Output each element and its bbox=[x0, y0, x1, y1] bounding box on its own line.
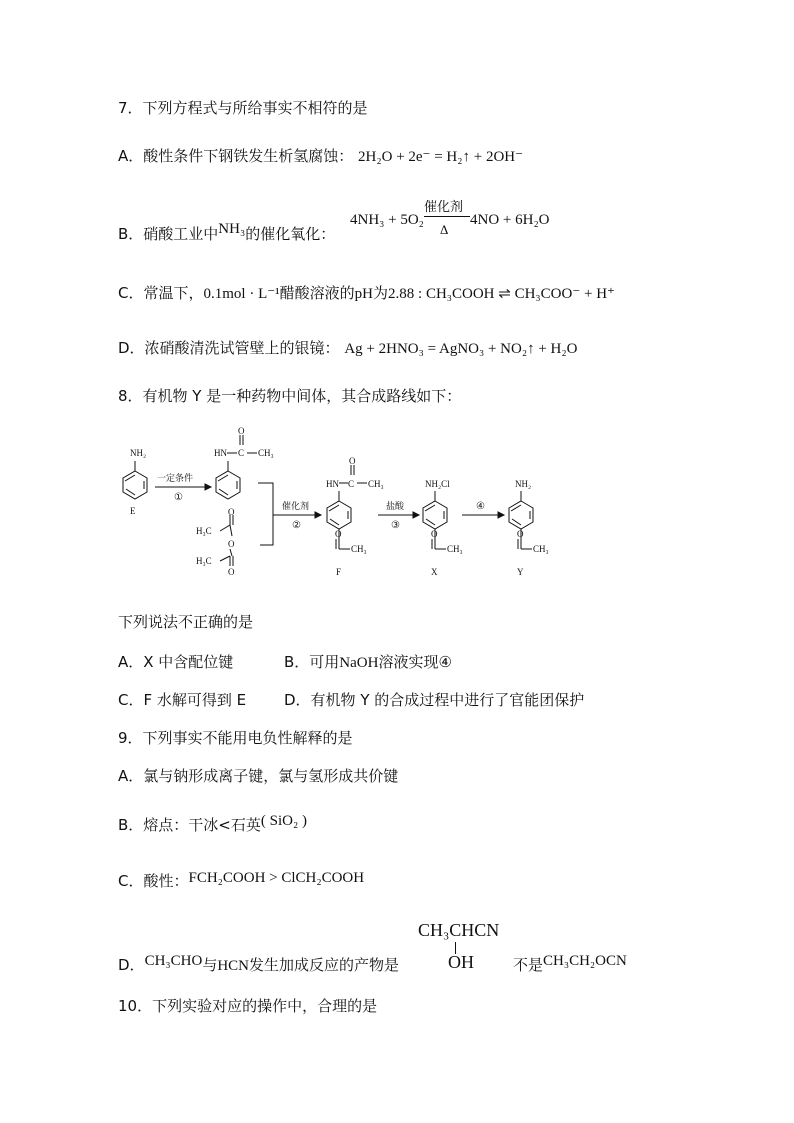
anh-o-bridge: O bbox=[228, 539, 235, 549]
f-o-bottom: O bbox=[335, 529, 342, 539]
q8-b-pre: B．可用 bbox=[284, 653, 340, 671]
q7-b-catalyst: 催化剂 bbox=[424, 200, 464, 215]
q7-b-label-post: 的催化氧化： bbox=[245, 225, 336, 243]
q7-option-a bbox=[118, 146, 523, 167]
f-o-top: O bbox=[349, 456, 356, 466]
q9-d-product-top: CH₃CHCN bbox=[418, 920, 500, 940]
anh-h3c-1: H₃C bbox=[196, 526, 212, 536]
q7-b-right: 4NO + 6H₂O bbox=[470, 212, 550, 228]
q8-option-d: D．有机物 Y 的合成过程中进行了官能团保护 bbox=[284, 691, 585, 709]
acet-o: O bbox=[238, 426, 245, 436]
acet-c: C bbox=[238, 448, 245, 458]
x-nh2cl: NH₂Cl bbox=[425, 479, 450, 489]
q7-d-label: D．浓硝酸清洗试管壁上的银镜： bbox=[118, 339, 340, 357]
q8-option-b bbox=[284, 652, 452, 673]
f-c: C bbox=[348, 479, 355, 489]
q7-b-reaction-line bbox=[424, 216, 470, 217]
label-y: Y bbox=[517, 567, 524, 577]
step-3: ③ bbox=[391, 520, 400, 531]
step-2: ② bbox=[292, 520, 301, 531]
anh-h3c-2: H₃C bbox=[196, 556, 212, 566]
step-1: ① bbox=[174, 492, 183, 503]
q7-option-d bbox=[118, 338, 577, 359]
q10-stem: 10．下列实验对应的操作中，合理的是 bbox=[118, 997, 378, 1015]
acet-hn: HN bbox=[214, 448, 227, 458]
q9-option-a: A．氯与钠形成离子键，氯与氢形成共价键 bbox=[118, 767, 399, 785]
reactant-bracket bbox=[258, 483, 273, 545]
q9-c-formula: FCH₂COOH > ClCH₂COOH bbox=[188, 870, 365, 886]
y-o-bottom: O bbox=[517, 529, 524, 539]
y-nh2: NH₂ bbox=[515, 479, 532, 489]
f-ch3-bottom: CH₃ bbox=[351, 544, 367, 554]
step-4: ④ bbox=[476, 501, 485, 512]
q7-a-formula: 2H₂O + 2e⁻ = H₂↑ + 2OH⁻ bbox=[358, 149, 524, 165]
q7-c-conc: 0.1mol · L⁻¹ bbox=[203, 286, 280, 302]
label-x: X bbox=[431, 567, 438, 577]
label-f: F bbox=[336, 567, 342, 577]
q9-d-species1: CH₃CHO bbox=[144, 953, 203, 969]
q8-option-a: A．X 中含配位键 bbox=[118, 653, 234, 671]
q9-b-formula: ( SiO₂ ) bbox=[260, 813, 307, 829]
q7-b-left: 4NH₃ + 5O₂ bbox=[350, 212, 424, 228]
q7-stem: 7．下列方程式与所给事实不相符的是 bbox=[118, 99, 368, 117]
q7-option-b bbox=[118, 221, 336, 245]
q9-d-product-structure bbox=[418, 920, 508, 976]
q7-c-formula: 2.88 : CH₃COOH ⇌ CH₃COO⁻ + H⁺ bbox=[388, 286, 615, 302]
q9-d-label: D． bbox=[118, 956, 145, 974]
label-e: E bbox=[130, 506, 136, 516]
q9-c-label: C．酸性： bbox=[118, 872, 189, 890]
q9-stem: 9．下列事实不能用电负性解释的是 bbox=[118, 729, 353, 747]
q7-b-label-pre: B．硝酸工业中 bbox=[118, 225, 219, 243]
q8-synthesis-scheme bbox=[110, 425, 570, 585]
q9-d-mid3: 不是 bbox=[513, 956, 544, 974]
f-hn: HN bbox=[326, 479, 339, 489]
q9-d-mid1: 与 bbox=[202, 956, 218, 974]
q7-c-ph: pH bbox=[354, 286, 374, 302]
q7-c-label-pre: C．常温下， bbox=[118, 284, 204, 302]
q9-d-product-bottom: OH bbox=[448, 952, 474, 972]
anh-o-2: O bbox=[228, 567, 235, 577]
x-o-bottom: O bbox=[431, 529, 438, 539]
q9-d-species3: CH₃CH₂OCN bbox=[543, 953, 627, 969]
q9-d-species2: HCN bbox=[217, 958, 249, 974]
e-nh2: NH₂ bbox=[130, 448, 147, 458]
x-ch3-bottom: CH₃ bbox=[447, 544, 463, 554]
q9-d-mid2: 发生加成反应的产物是 bbox=[249, 956, 400, 974]
q7-c-label-mid: 醋酸溶液的 bbox=[279, 284, 355, 302]
anh-o-1: O bbox=[228, 507, 235, 517]
q9-option-c bbox=[118, 871, 364, 892]
cond-3: 盐酸 bbox=[386, 502, 405, 512]
q8-b-post: 溶液实现④ bbox=[378, 653, 452, 671]
q9-option-d bbox=[118, 955, 399, 976]
q8-option-c: C．F 水解可得到 E bbox=[118, 691, 247, 709]
q9-option-b bbox=[118, 815, 307, 836]
q7-a-label: A．酸性条件下钢铁发生析氢腐蚀： bbox=[118, 147, 354, 165]
q7-b-equation bbox=[350, 198, 610, 248]
acet-ch3: CH₃ bbox=[258, 448, 274, 458]
f-ch3-top: CH₃ bbox=[368, 479, 384, 489]
q7-b-species: NH₃ bbox=[218, 221, 246, 237]
q9-d-tail bbox=[513, 955, 627, 976]
q7-c-label-post: 为 bbox=[373, 284, 389, 302]
q8-question: 下列说法不正确的是 bbox=[118, 613, 254, 631]
q8-b-species: NaOH bbox=[339, 655, 379, 671]
y-ch3-bottom: CH₃ bbox=[533, 544, 549, 554]
q7-option-c bbox=[118, 283, 615, 304]
q9-b-pre: B．熔点：干冰<石英 bbox=[118, 816, 261, 834]
q7-d-formula: Ag + 2HNO₃ = AgNO₃ + NO₂↑ + H₂O bbox=[344, 341, 578, 357]
q7-b-heat: Δ bbox=[440, 222, 449, 237]
cond-1: 一定条件 bbox=[157, 474, 194, 484]
cond-2: 催化剂 bbox=[282, 502, 310, 512]
q8-stem: 8．有机物 Y 是一种药物中间体，其合成路线如下： bbox=[118, 387, 462, 405]
